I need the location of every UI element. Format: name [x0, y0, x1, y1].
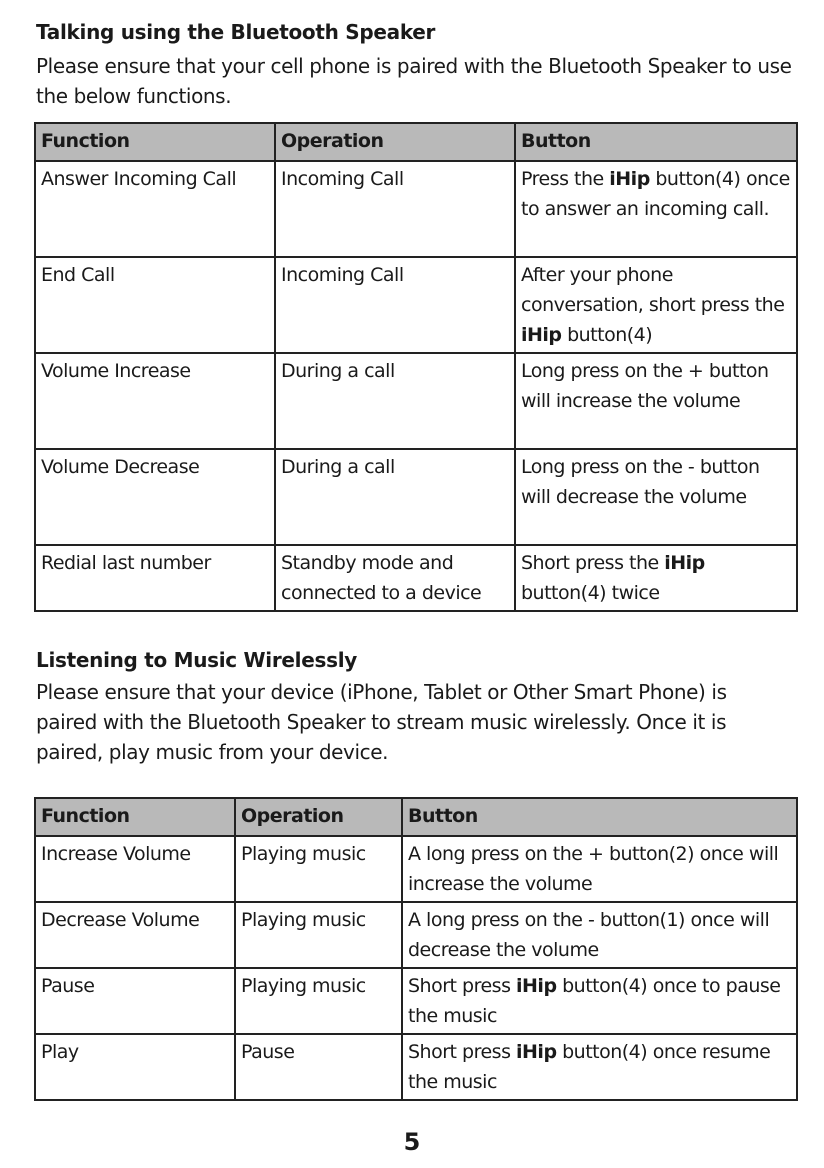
- table-header-row: [35, 123, 797, 161]
- header-operation: Operation: [235, 798, 402, 836]
- button-cell: [402, 1034, 797, 1100]
- section-title-music: Listening to Music Wirelessly: [36, 648, 357, 672]
- table-row: [35, 257, 797, 353]
- operation-cell: Incoming Call: [275, 161, 515, 257]
- button-name: iHip: [516, 1041, 557, 1063]
- operation-cell: Playing music: [235, 836, 402, 902]
- function-cell: Answer Incoming Call: [35, 161, 275, 257]
- function-cell: Increase Volume: [35, 836, 235, 902]
- page-number: 5: [403, 1128, 421, 1156]
- function-cell: Pause: [35, 968, 235, 1034]
- button-cell: [515, 353, 797, 449]
- section-intro-talking: Please ensure that your cell phone is paired with the Bluetooth Speaker to use the below functions.: [36, 54, 792, 108]
- button-text: button(4): [561, 324, 653, 346]
- button-cell: [402, 836, 797, 902]
- button-text: Long press on the + button will increase the volume: [521, 360, 769, 412]
- function-cell: Decrease Volume: [35, 902, 235, 968]
- button-text: button(4) once to pause the music: [408, 975, 781, 1027]
- button-cell: [515, 449, 797, 545]
- table-header-row: [35, 798, 797, 836]
- operation-cell: Playing music: [235, 968, 402, 1034]
- header-function: Function: [35, 123, 275, 161]
- button-text: Short press: [408, 975, 517, 997]
- operation-cell: Playing music: [235, 902, 402, 968]
- section-intro-music: Please ensure that your device (iPhone, Tablet or Other Smart Phone) is paired with the Bluetooth Speaker to stream music wirelessly. Once it is paired, play music from your device.: [36, 680, 727, 764]
- button-cell: [402, 968, 797, 1034]
- table-row: [35, 161, 797, 257]
- button-cell: [515, 161, 797, 257]
- button-cell: [402, 902, 797, 968]
- header-function: Function: [35, 798, 235, 836]
- button-text: Long press on the - button will decrease the volume: [521, 456, 760, 508]
- button-text: button(4) twice: [521, 582, 660, 604]
- button-name: iHip: [516, 975, 557, 997]
- operation-cell: Pause: [235, 1034, 402, 1100]
- table-row: [35, 1034, 797, 1100]
- talking-functions-table: [34, 122, 798, 612]
- table-row: [35, 449, 797, 545]
- button-text: button(4) once resume the music: [408, 1041, 771, 1093]
- button-text: After your phone conversation, short press the: [521, 264, 785, 316]
- button-name: iHip: [664, 552, 705, 574]
- function-cell: End Call: [35, 257, 275, 353]
- button-cell: [515, 257, 797, 353]
- operation-cell: Incoming Call: [275, 257, 515, 353]
- table-row: [35, 353, 797, 449]
- operation-cell: During a call: [275, 449, 515, 545]
- header-operation: Operation: [275, 123, 515, 161]
- button-text: A long press on the - button(1) once will decrease the volume: [408, 909, 770, 961]
- header-button: Button: [515, 123, 797, 161]
- function-cell: Volume Increase: [35, 353, 275, 449]
- button-text: Press the: [521, 168, 610, 190]
- button-text: Short press: [408, 1041, 517, 1063]
- button-cell: [515, 545, 797, 611]
- function-cell: Redial last number: [35, 545, 275, 611]
- music-functions-table: [34, 797, 798, 1101]
- function-cell: Play: [35, 1034, 235, 1100]
- button-name: iHip: [521, 324, 562, 346]
- function-cell: Volume Decrease: [35, 449, 275, 545]
- table-row: [35, 902, 797, 968]
- table-row: [35, 968, 797, 1034]
- header-button: Button: [402, 798, 797, 836]
- button-text: A long press on the + button(2) once will increase the volume: [408, 843, 779, 895]
- button-name: iHip: [609, 168, 650, 190]
- section-title-talking: Talking using the Bluetooth Speaker: [36, 20, 436, 44]
- table-row: [35, 836, 797, 902]
- button-text: button(4) once to answer an incoming call.: [521, 168, 790, 220]
- operation-cell: During a call: [275, 353, 515, 449]
- operation-cell: Standby mode and connected to a device: [275, 545, 515, 611]
- button-text: Short press the: [521, 552, 665, 574]
- table-row: [35, 545, 797, 611]
